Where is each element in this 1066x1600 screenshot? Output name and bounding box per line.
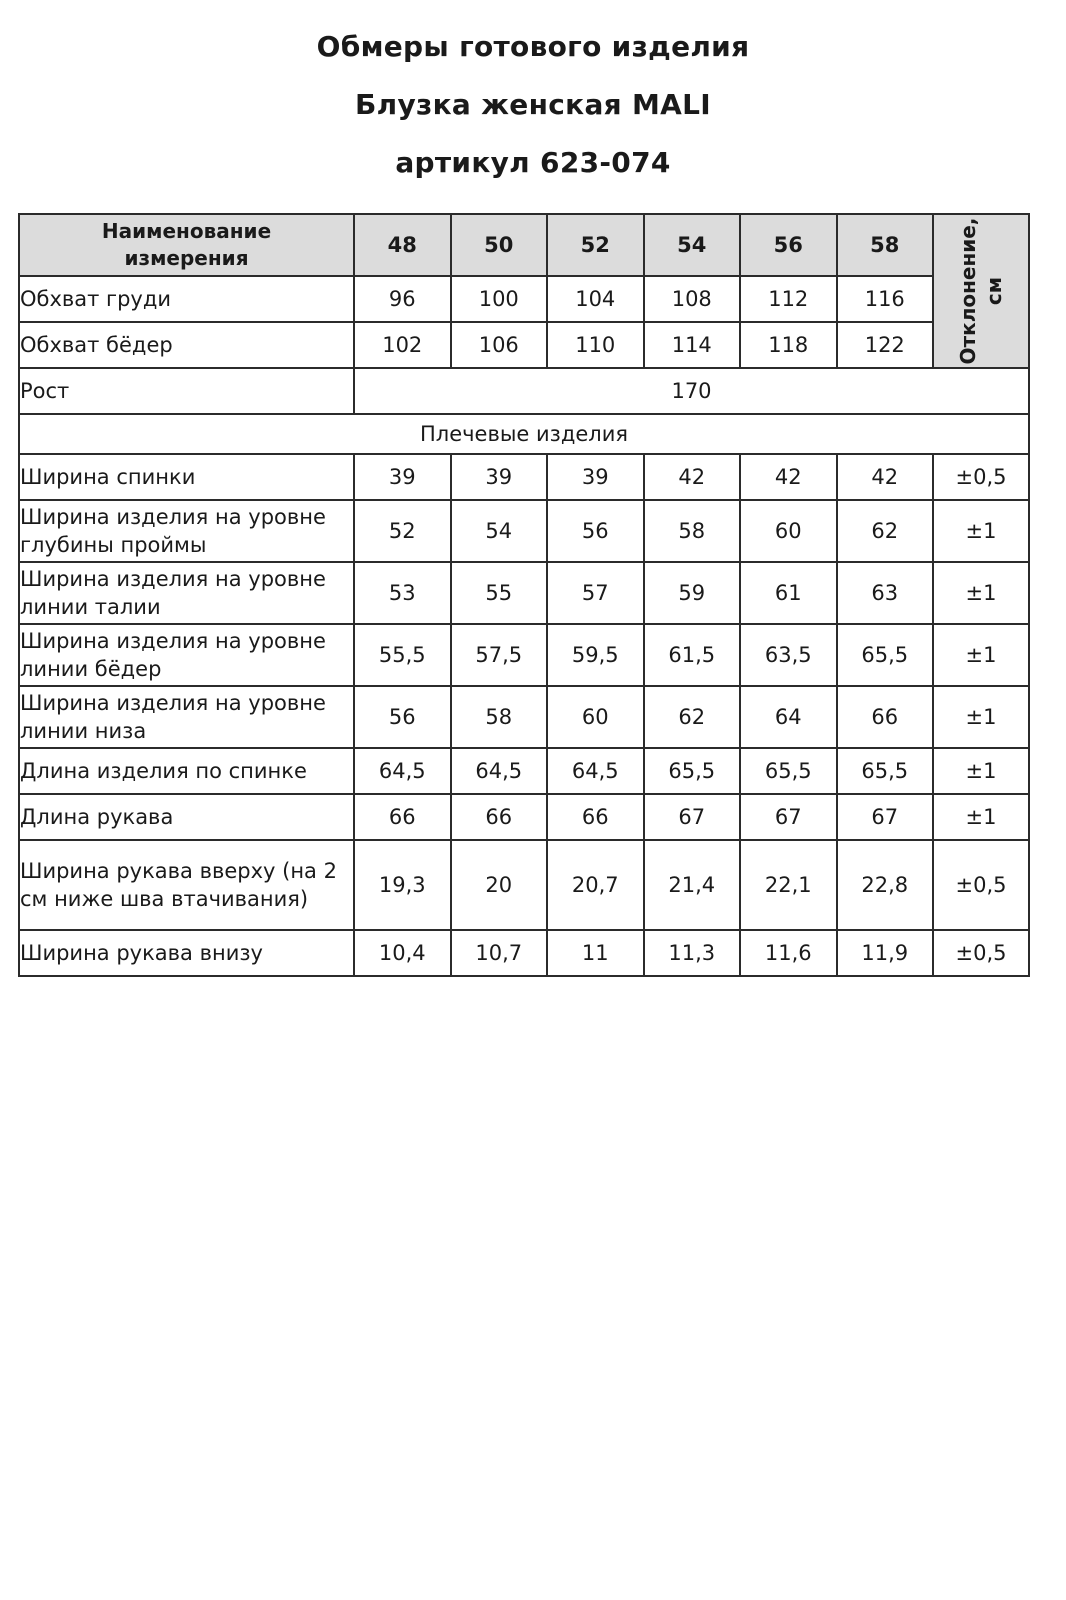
cell-value: 39 [354, 454, 451, 500]
header-deviation [933, 214, 1029, 368]
cell-value: 55,5 [354, 624, 451, 686]
cell-value: 20,7 [547, 840, 644, 930]
section-title: Плечевые изделия [19, 414, 1029, 454]
table-row [19, 322, 1029, 368]
row-name: Ширина спинки [19, 454, 354, 500]
table-row [19, 500, 1029, 562]
table-row [19, 794, 1029, 840]
table-row [19, 624, 1029, 686]
row-name: Длина изделия по спинке [19, 748, 354, 794]
cell-value: 67 [740, 794, 837, 840]
cell-value: 63 [837, 562, 934, 624]
row-name: Обхват бёдер [19, 322, 354, 368]
table-row [19, 748, 1029, 794]
cell-value: 42 [644, 454, 741, 500]
cell-value: 52 [354, 500, 451, 562]
cell-value: 64,5 [354, 748, 451, 794]
cell-value: 66 [837, 686, 934, 748]
cell-value: 60 [740, 500, 837, 562]
cell-value: 102 [354, 322, 451, 368]
cell-value: 39 [451, 454, 548, 500]
cell-value: 11,3 [644, 930, 741, 976]
cell-value: 61,5 [644, 624, 741, 686]
table-row [19, 930, 1029, 976]
cell-deviation: ±1 [933, 794, 1029, 840]
header-measurement-name: Наименование измерения [19, 214, 354, 276]
table-row [19, 562, 1029, 624]
table-row [19, 840, 1029, 930]
cell-value: 66 [547, 794, 644, 840]
cell-value: 10,7 [451, 930, 548, 976]
cell-value: 96 [354, 276, 451, 322]
cell-value: 65,5 [837, 748, 934, 794]
cell-value: 66 [451, 794, 548, 840]
cell-value: 39 [547, 454, 644, 500]
cell-value: 100 [451, 276, 548, 322]
cell-value: 104 [547, 276, 644, 322]
row-name: Рост [19, 368, 354, 414]
cell-deviation: ±0,5 [933, 840, 1029, 930]
cell-value: 57,5 [451, 624, 548, 686]
cell-deviation: ±1 [933, 624, 1029, 686]
cell-value: 56 [354, 686, 451, 748]
cell-value: 42 [837, 454, 934, 500]
header-size: 50 [451, 214, 548, 276]
cell-value: 67 [644, 794, 741, 840]
cell-value: 66 [354, 794, 451, 840]
header-size: 58 [837, 214, 934, 276]
section-row [19, 414, 1029, 454]
cell-value: 65,5 [740, 748, 837, 794]
cell-deviation: ±1 [933, 500, 1029, 562]
deviation-rotated-label: Отклонение, см [956, 217, 1006, 365]
cell-value: 118 [740, 322, 837, 368]
article-number: артикул 623-074 [395, 146, 671, 179]
cell-value: 53 [354, 562, 451, 624]
row-name: Ширина рукава внизу [19, 930, 354, 976]
cell-value: 11,9 [837, 930, 934, 976]
cell-value: 11 [547, 930, 644, 976]
cell-deviation: ±1 [933, 562, 1029, 624]
cell-value: 57 [547, 562, 644, 624]
table-header-row [19, 214, 1029, 276]
row-name: Длина рукава [19, 794, 354, 840]
cell-value: 112 [740, 276, 837, 322]
cell-value: 56 [547, 500, 644, 562]
cell-value: 58 [644, 500, 741, 562]
cell-value: 110 [547, 322, 644, 368]
cell-value: 59,5 [547, 624, 644, 686]
table-row [19, 454, 1029, 500]
row-name: Ширина изделия на уровне глубины проймы [19, 500, 354, 562]
cell-value: 63,5 [740, 624, 837, 686]
height-value: 170 [354, 368, 1029, 414]
row-name: Ширина рукава вверху (на 2 см ниже шва втачивания) [19, 840, 354, 930]
table-row [19, 686, 1029, 748]
header-size: 52 [547, 214, 644, 276]
product-name: Блузка женская MALI [355, 88, 711, 121]
row-name: Ширина изделия на уровне линии бёдер [19, 624, 354, 686]
cell-value: 11,6 [740, 930, 837, 976]
cell-value: 54 [451, 500, 548, 562]
cell-value: 67 [837, 794, 934, 840]
header-size: 56 [740, 214, 837, 276]
header-size: 54 [644, 214, 741, 276]
cell-value: 22,1 [740, 840, 837, 930]
cell-deviation: ±1 [933, 686, 1029, 748]
cell-value: 20 [451, 840, 548, 930]
row-name: Ширина изделия на уровне линии низа [19, 686, 354, 748]
cell-value: 108 [644, 276, 741, 322]
cell-value: 116 [837, 276, 934, 322]
cell-value: 42 [740, 454, 837, 500]
height-row [19, 368, 1029, 414]
table-row [19, 276, 1029, 322]
cell-value: 60 [547, 686, 644, 748]
cell-value: 65,5 [837, 624, 934, 686]
cell-deviation: ±1 [933, 748, 1029, 794]
cell-value: 62 [644, 686, 741, 748]
cell-value: 19,3 [354, 840, 451, 930]
cell-value: 64,5 [451, 748, 548, 794]
cell-value: 65,5 [644, 748, 741, 794]
cell-value: 64,5 [547, 748, 644, 794]
cell-deviation: ±0,5 [933, 930, 1029, 976]
measurements-table [18, 213, 1030, 977]
cell-value: 61 [740, 562, 837, 624]
cell-value: 62 [837, 500, 934, 562]
cell-value: 114 [644, 322, 741, 368]
cell-value: 59 [644, 562, 741, 624]
cell-value: 22,8 [837, 840, 934, 930]
row-name: Обхват груди [19, 276, 354, 322]
cell-value: 122 [837, 322, 934, 368]
header-size: 48 [354, 214, 451, 276]
cell-value: 58 [451, 686, 548, 748]
cell-value: 55 [451, 562, 548, 624]
cell-value: 10,4 [354, 930, 451, 976]
cell-deviation: ±0,5 [933, 454, 1029, 500]
document-title: Обмеры готового изделия [316, 30, 750, 63]
cell-value: 21,4 [644, 840, 741, 930]
cell-value: 64 [740, 686, 837, 748]
row-name: Ширина изделия на уровне линии талии [19, 562, 354, 624]
cell-value: 106 [451, 322, 548, 368]
